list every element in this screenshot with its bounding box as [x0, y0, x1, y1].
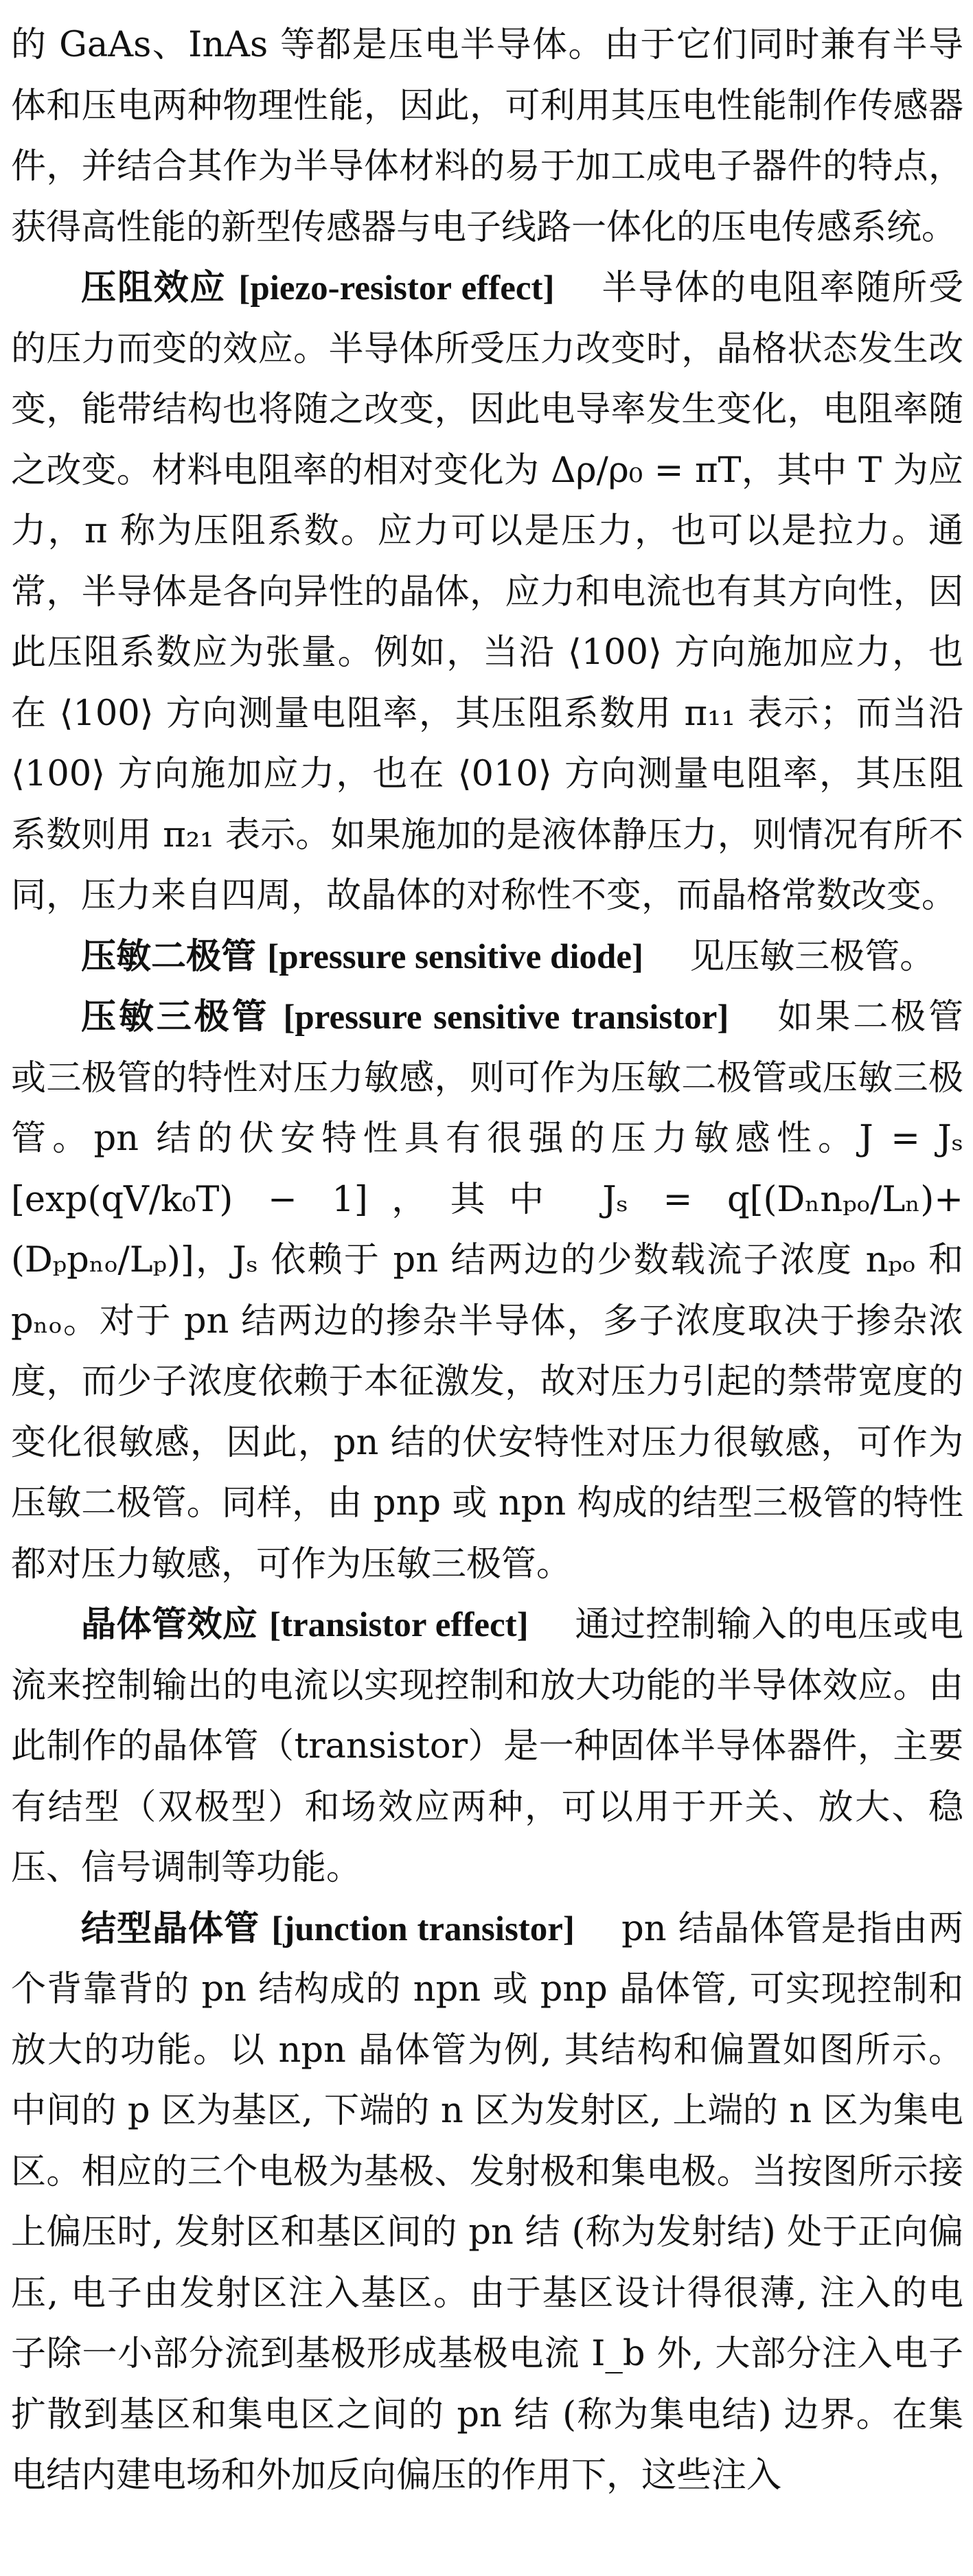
- entry-pressure-sensitive-diode: [11, 927, 963, 988]
- entry-body: 见压敏三极管。: [689, 936, 935, 977]
- entry-term: 压敏二极管: [81, 936, 257, 977]
- entry-english-term: [pressure sensitive transistor]: [283, 998, 729, 1037]
- entry-english-term: [transistor effect]: [269, 1606, 529, 1644]
- intro-paragraph: [11, 15, 963, 258]
- entry-english-term: [piezo-resistor effect]: [238, 269, 555, 308]
- entry-body: pn 结晶体管是指由两个背靠背的 pn 结构成的 npn 或 pnp 晶体管, 可实现控制和放大的功能。以 npn 晶体管为例, 其结构和偏置如图所示。中间的 p 区为基区, 下端的 n 区为发射区, 上端的 n 区为集电区。相应的三个电极为基极、发射极和集电极。当按图所示接上偏压时, 发射区和基区间的 pn 结 (称为发射结) 处于正向偏压, 电子由发射区注入基区。由于基区设计得很薄, 注入的电子除一小部分流到基极形成基极电流 I_b 外, 大部分注入电子扩散到基区和集电区之间的 pn 结 (称为集电结) 边界。在集电结内建电场和外加反向偏压的作用下，这些注入: [11, 1908, 963, 2496]
- entry-term: 晶体管效应: [81, 1605, 258, 1645]
- entry-english-term: [pressure sensitive diode]: [267, 937, 644, 976]
- entry-piezo-resistor-effect: [11, 258, 963, 927]
- entry-term: 压阻效应: [81, 268, 227, 308]
- entry-transistor-effect: [11, 1595, 963, 1899]
- intro-text: 的 GaAs、InAs 等都是压电半导体。由于它们同时兼有半导体和压电两种物理性能，因此，可利用其压电性能制作传感器件，并结合其作为半导体材料的易于加工成电子器件的特点，获得高性能的新型传感器与电子线路一体化的压电传感系统。: [11, 25, 963, 248]
- entry-junction-transistor: [11, 1899, 963, 2507]
- entry-body: 如果二极管或三极管的特性对压力敏感，则可作为压敏二极管或压敏三极管。pn 结的伏安特性具有很强的压力敏感性。J = Jₛ [exp(qV/k₀T) − 1]，其中 Jₛ = q[(Dₙnₚₒ/Lₙ)+(Dₚpₙₒ/Lₚ)]，Jₛ 依赖于 pn 结两边的少数载流子浓度 nₚₒ 和 pₙₒ。对于 pn 结两边的掺杂半导体，多子浓度取决于掺杂浓度，而少子浓度依赖于本征激发，故对压力引起的禁带宽度的变化很敏感，因此，pn 结的伏安特性对压力很敏感，可作为压敏二极管。同样，由 pnp 或 npn 构成的结型三极管的特性都对压力敏感，可作为压敏三极管。: [11, 997, 963, 1585]
- entry-body: 通过控制输入的电压或电流来控制输出的电流以实现控制和放大功能的半导体效应。由此制作的晶体管（transistor）是一种固体半导体器件，主要有结型（双极型）和场效应两种，可以用于开关、放大、稳压、信号调制等功能。: [11, 1605, 963, 1888]
- entry-term: 结型晶体管: [81, 1908, 260, 1949]
- entry-pressure-sensitive-transistor: [11, 987, 963, 1595]
- entry-english-term: [junction transistor]: [271, 1909, 575, 1948]
- entry-body: 半导体的电阻率随所受的压力而变的效应。半导体所受压力改变时，晶格状态发生改变，能带结构也将随之改变，因此电导率发生变化，电阻率随之改变。材料电阻率的相对变化为 Δρ/ρ₀ = πT，其中 T 为应力，π 称为压阻系数。应力可以是压力，也可以是拉力。通常，半导体是各向异性的晶体，应力和电流也有其方向性，因此压阻系数应为张量。例如，当沿 ⟨100⟩ 方向施加应力，也在 ⟨100⟩ 方向测量电阻率，其压阻系数用 π₁₁ 表示；而当沿 ⟨100⟩ 方向施加应力，也在 ⟨010⟩ 方向测量电阻率，其压阻系数则用 π₂₁ 表示。如果施加的是液体静压力，则情况有所不同，压力来自四周，故晶体的对称性不变，而晶格常数改变。: [11, 268, 963, 916]
- entry-term: 压敏三极管: [81, 997, 270, 1037]
